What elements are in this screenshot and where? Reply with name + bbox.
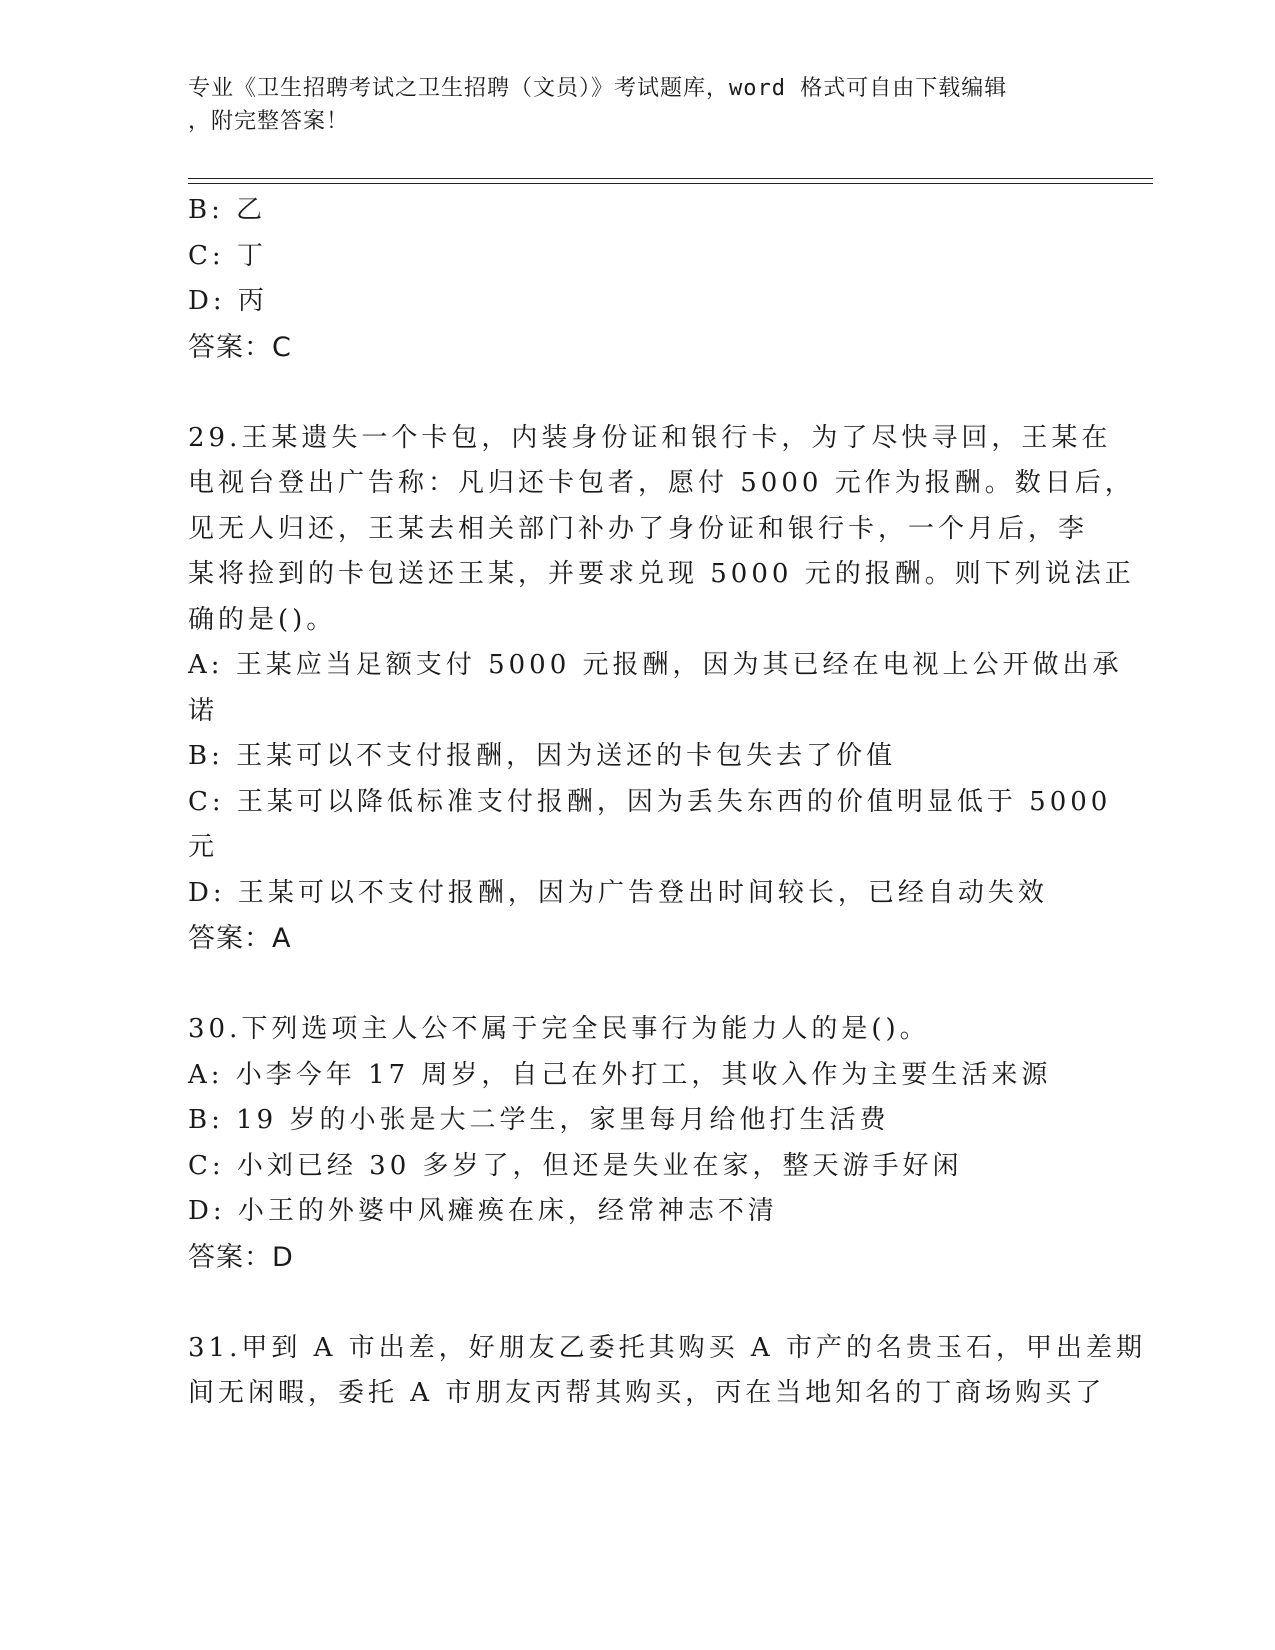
spacer (188, 1280, 1088, 1326)
q30-option-c: C: 小刘已经 30 多岁了，但还是失业在家，整天游手好闲 (188, 1150, 963, 1181)
q29-option-c: C: 王某可以降低标准支付报酬，因为丢失东西的价值明显低于 5000 (188, 786, 1112, 817)
q29-option-c-cont: 元 (188, 832, 219, 862)
question-content (188, 188, 1146, 1417)
q29-answer: 答案：A (188, 923, 292, 954)
header-divider-bottom (188, 183, 1153, 184)
q28-option-b: B: 乙 (188, 195, 267, 225)
header-divider-top (188, 178, 1153, 179)
q28-answer: 答案：C (188, 331, 292, 363)
q29-stem-line: 某将捡到的卡包送还王某，并要求兑现 5000 元的报酬。则下列说法正 (188, 559, 1135, 589)
q29-stem-line: 确的是()。 (188, 604, 337, 635)
spacer (188, 962, 1088, 1008)
header-line-2: ，附完整答案！ (188, 109, 350, 134)
q29-option-a: A: 王某应当足额支付 5000 元报酬，因为其已经在电视上公开做出承 (188, 650, 1123, 680)
q29-stem-line: 电视台登出广告称：凡归还卡包者，愿付 5000 元作为报酬。数日后， (188, 468, 1135, 498)
spacer (188, 370, 1088, 416)
q30-option-a: A: 小李今年 17 周岁，自己在外打工，其收入作为主要生活来源 (188, 1059, 1052, 1090)
q29-stem-line: 见无人归还，王某去相关部门补办了身份证和银行卡，一个月后，李 (188, 513, 1089, 544)
document-header (188, 72, 1088, 138)
q30-stem: 30.下列选项主人公不属于完全民事行为能力人的是()。 (188, 1014, 930, 1044)
q29-stem-line: 29.王某遗失一个卡包，内装身份证和银行卡，为了尽快寻回，王某在 (188, 422, 1112, 453)
header-line-1: 专业《卫生招聘考试之卫生招聘（文员）》考试题库，word 格式可自由下载编辑 (188, 76, 1008, 101)
q28-option-d: D: 丙 (188, 286, 268, 316)
q29-option-a-cont: 诺 (188, 695, 219, 726)
q30-option-d: D: 小王的外婆中风瘫痪在床，经常神志不清 (188, 1196, 778, 1226)
q31-stem-line: 31.甲到 A 市出差，好朋友乙委托其购买 A 市产的名贵玉石，甲出差期 (188, 1332, 1146, 1363)
q29-option-d: D: 王某可以不支付报酬，因为广告登出时间较长，已经自动失效 (188, 877, 1048, 908)
q30-option-b: B: 19 岁的小张是大二学生，家里每月给他打生活费 (188, 1105, 890, 1135)
q28-option-c: C: 丁 (188, 240, 267, 271)
q29-option-b: B: 王某可以不支付报酬，因为送还的卡包失去了价值 (188, 741, 897, 771)
q31-stem-line: 间无闲暇，委托 A 市朋友丙帮其购买，丙在当地知名的丁商场购买了 (188, 1378, 1106, 1408)
q30-answer: 答案：D (188, 1241, 294, 1273)
